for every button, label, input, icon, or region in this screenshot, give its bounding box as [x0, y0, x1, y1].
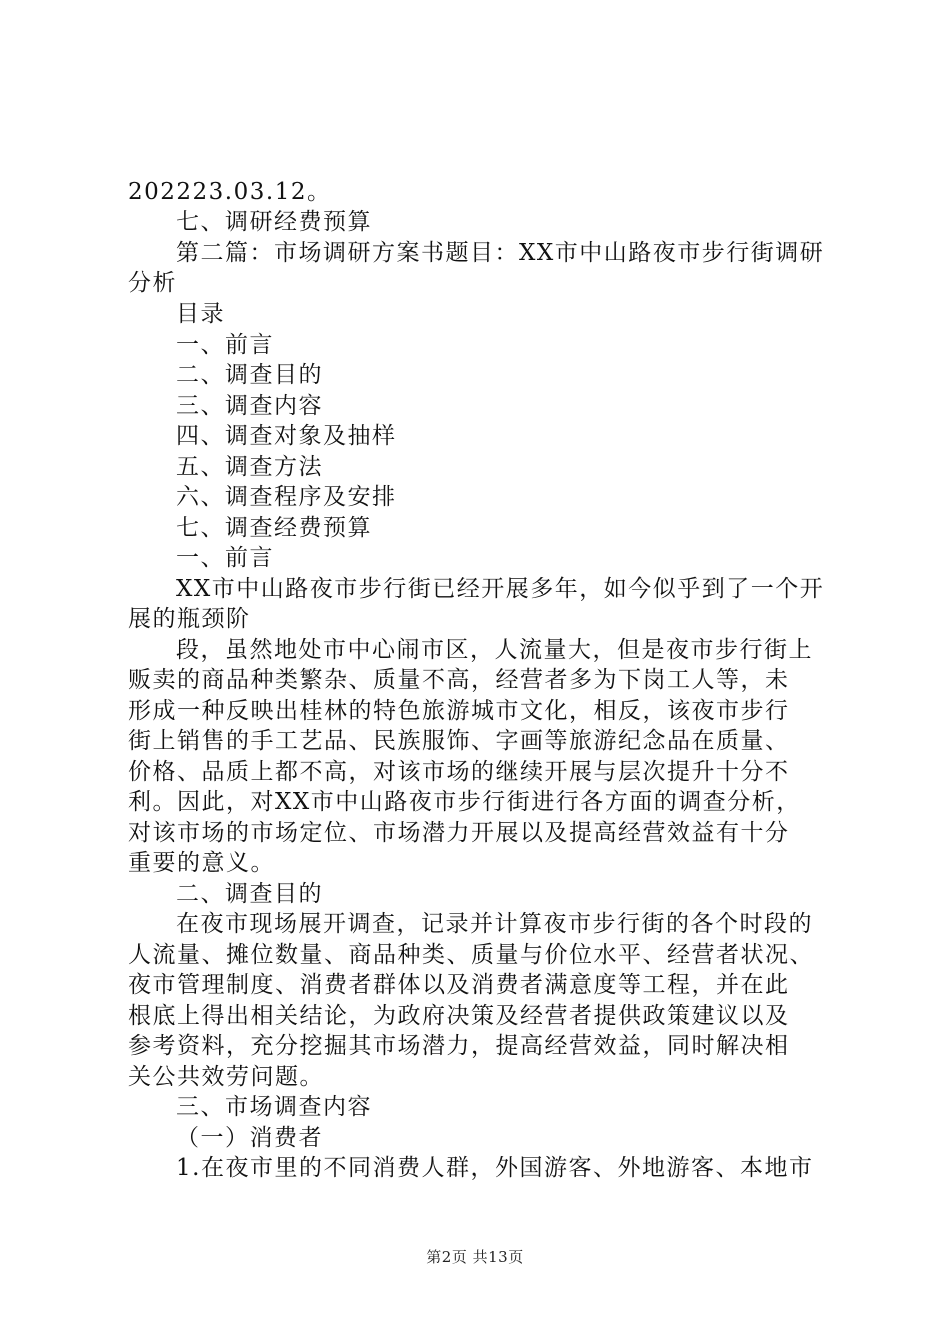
text-line: 对该市场的市场定位、市场潜力开展以及提高经营效益有十分: [128, 820, 790, 846]
text-line: 六、调查程序及安排: [176, 484, 397, 510]
text-line: 二、调查目的: [176, 362, 323, 388]
text-line: 七、调查经费预算: [176, 515, 372, 541]
text-line: 四、调查对象及抽样: [176, 423, 397, 449]
text-line: 关公共效劳问题。: [128, 1064, 324, 1090]
text-line: 展的瓶颈阶: [128, 606, 251, 632]
text-line: 五、调查方法: [176, 454, 323, 480]
text-line: 重要的意义。: [128, 850, 275, 876]
text-line: 目录: [176, 301, 225, 327]
text-line: 利。因此，对XX市中山路夜市步行街进行各方面的调查分析，: [128, 789, 801, 815]
text-line: 第二篇：市场调研方案书题目：XX市中山路夜市步行街调研: [176, 240, 825, 266]
text-line: 价格、品质上都不高，对该市场的继续开展与层次提升十分不: [128, 759, 790, 785]
text-line: 夜市管理制度、消费者群体以及消费者满意度等工程，并在此: [128, 972, 790, 998]
text-line: 一、前言: [176, 545, 274, 571]
text-line: 二、调查目的: [176, 881, 323, 907]
page-number-footer: 第2页 共13页: [426, 1248, 524, 1266]
text-line: 在夜市现场展开调查，记录并计算夜市步行街的各个时段的: [176, 911, 813, 937]
text-line: 街上销售的手工艺品、民族服饰、字画等旅游纪念品在质量、: [128, 728, 790, 754]
text-line: 贩卖的商品种类繁杂、质量不高，经营者多为下岗工人等，未: [128, 667, 790, 693]
text-line: 参考资料，充分挖掘其市场潜力，提高经营效益，同时解决相: [128, 1033, 790, 1059]
text-line: 三、市场调查内容: [176, 1094, 372, 1120]
text-line: 三、调查内容: [176, 393, 323, 419]
text-line: 202223.03.12。: [128, 179, 332, 205]
text-line: 根底上得出相关结论，为政府决策及经营者提供政策建议以及: [128, 1003, 790, 1029]
text-line: 形成一种反映出桂林的特色旅游城市文化，相反，该夜市步行: [128, 698, 790, 724]
text-line: 1.在夜市里的不同消费人群，外国游客、外地游客、本地市: [176, 1155, 814, 1181]
text-line: XX市中山路夜市步行街已经开展多年，如今似乎到了一个开: [176, 576, 825, 602]
text-line: 分析: [128, 270, 177, 296]
text-line: （一）消费者: [176, 1125, 323, 1151]
text-line: 人流量、摊位数量、商品种类、质量与价位水平、经营者状况、: [128, 942, 814, 968]
text-line: 七、调研经费预算: [176, 209, 372, 235]
text-line: 一、前言: [176, 332, 274, 358]
text-line: 段，虽然地处市中心闹市区，人流量大，但是夜市步行街上: [176, 637, 813, 663]
